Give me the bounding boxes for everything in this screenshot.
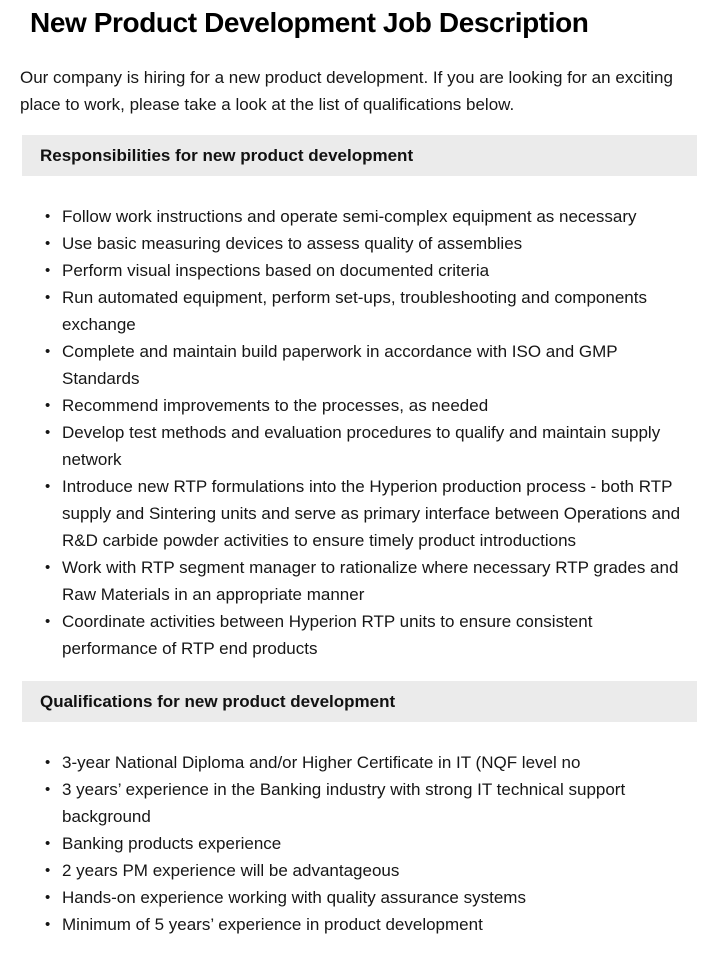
page-title: New Product Development Job Description <box>30 7 589 38</box>
list-item: • 3-year National Diploma and/or Higher Certificate in IT (NQF level no <box>62 749 687 776</box>
list-item: • Introduce new RTP formulations into the Hyperion production process - both RTP supply and Sintering units and serve as primary interface between Operations and R&D carbide powder activities to ensure timely product introductions <box>62 473 687 554</box>
list-item: • Recommend improvements to the processes, as needed <box>62 392 687 419</box>
qualifications-section <box>0 681 720 938</box>
list-item: • Follow work instructions and operate semi-complex equipment as necessary <box>62 203 687 230</box>
list-item: • Work with RTP segment manager to rationalize where necessary RTP grades and Raw Materials in an appropriate manner <box>62 554 687 608</box>
qualifications-list <box>0 722 720 938</box>
list-item: • Perform visual inspections based on documented criteria <box>62 257 687 284</box>
list-item: • Complete and maintain build paperwork in accordance with ISO and GMP Standards <box>62 338 687 392</box>
list-item: • Banking products experience <box>62 830 687 857</box>
responsibilities-list <box>0 176 720 662</box>
list-item: • 3 years’ experience in the Banking industry with strong IT technical support background <box>62 776 687 830</box>
list-item: • Run automated equipment, perform set-ups, troubleshooting and components exchange <box>62 284 687 338</box>
section-header-responsibilities: Responsibilities for new product development <box>22 135 697 176</box>
list-item: • Minimum of 5 years’ experience in product development <box>62 911 687 938</box>
responsibilities-section <box>0 135 720 662</box>
intro-paragraph: Our company is hiring for a new product development. If you are looking for an exciting place to work, please take a look at the list of qualifications below. <box>20 68 673 114</box>
list-item: • Hands-on experience working with quality assurance systems <box>62 884 687 911</box>
section-header-qualifications: Qualifications for new product development <box>22 681 697 722</box>
list-item: • 2 years PM experience will be advantageous <box>62 857 687 884</box>
list-item: • Develop test methods and evaluation procedures to qualify and maintain supply network <box>62 419 687 473</box>
list-item: • Coordinate activities between Hyperion RTP units to ensure consistent performance of RTP end products <box>62 608 687 662</box>
list-item: • Use basic measuring devices to assess quality of assemblies <box>62 230 687 257</box>
